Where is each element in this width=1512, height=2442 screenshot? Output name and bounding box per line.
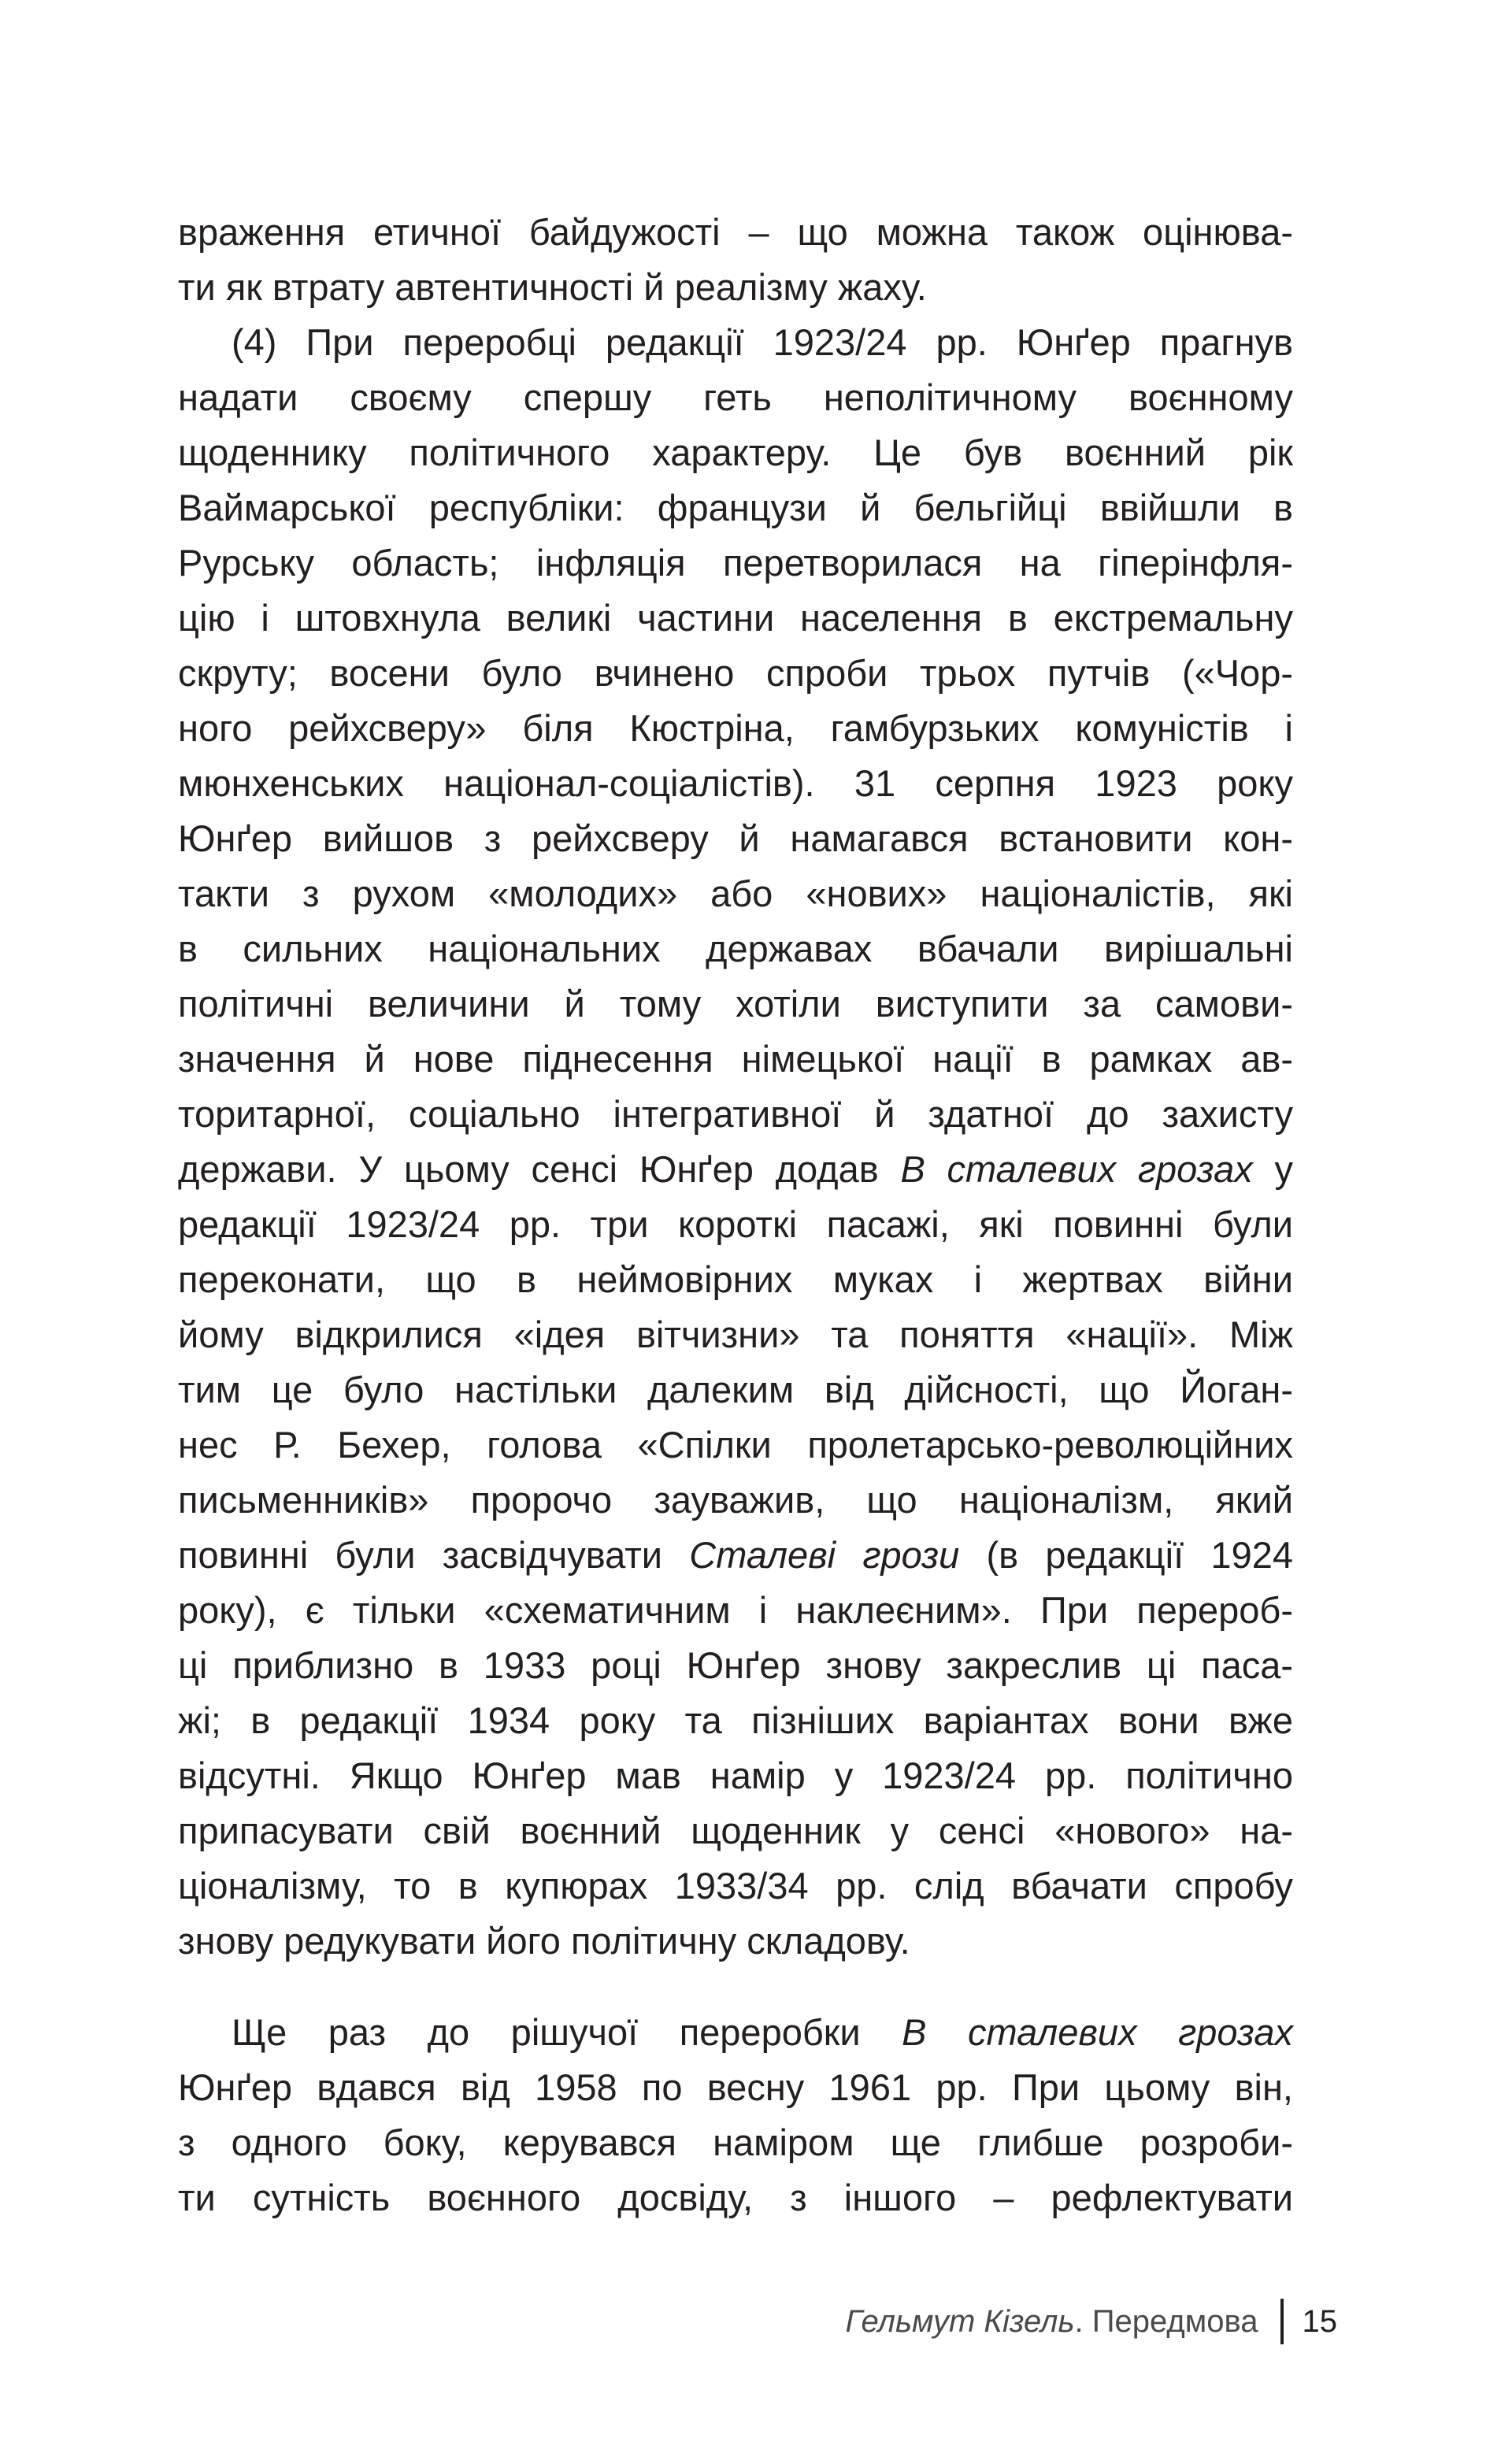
page-number: 15 [1302, 2303, 1337, 2339]
text-line: цію і штовхнула великі частини населення в екстремальну [178, 597, 1293, 639]
text-line: політичні величини й тому хотіли виступити за самови- [178, 983, 1293, 1025]
footer-title: . Передмова [1074, 2303, 1258, 2339]
text-line: року), є тільки «схематичним і наклеєним». При перероб- [178, 1589, 1293, 1631]
text-line: письменників» пророчо зауважив, що націоналізм, який [178, 1479, 1293, 1521]
text-line: ного рейхсверу» біля Кюстріна, гамбурзьких комуністів і [178, 707, 1293, 749]
text-line: тим це було настільки далеким від дійсності, що Йоган- [178, 1369, 1293, 1410]
text-line: ці приблизно в 1933 році Юнґер знову закреслив ці паса- [178, 1644, 1293, 1686]
book-title: В сталевих грозах [902, 2011, 1293, 2053]
text-line: повинні були засвідчувати Сталеві грози (в редакції 1924 [178, 1534, 1293, 1576]
text-line: Юнґер вийшов з рейхсверу й намагався встановити кон- [178, 817, 1293, 859]
text-line: жі; в редакції 1934 року та пізніших варіантах вони вже [178, 1699, 1293, 1741]
text-line: мюнхенських націонал-соціалістів). 31 серпня 1923 року [178, 762, 1293, 804]
text-line: переконати, що в неймовірних муках і жертвах війни [178, 1258, 1293, 1300]
text-line: нес Р. Бехер, голова «Спілки пролетарсько-революційних [178, 1424, 1293, 1466]
text-line: в сильних національних державах вбачали вирішальні [178, 928, 1293, 969]
book-title: Сталеві грози [689, 1534, 960, 1576]
text-line: з одного боку, керувався наміром ще глибше розроби- [178, 2121, 1293, 2163]
footer-author: Гельмут Кізель [845, 2303, 1075, 2339]
text-line: держави. У цьому сенсі Юнґер додав В сталевих грозах у [178, 1148, 1294, 1190]
text-line: ціоналізму, то в купюрах 1933/34 рр. слід вбачати спробу [178, 1865, 1293, 1907]
text-line: Ваймарської республіки: французи й бельгійці ввійшли в [178, 487, 1293, 528]
page-footer [845, 2298, 1337, 2345]
text-line: скруту; восени було вчинено спроби трьох путчів («Чор- [178, 652, 1293, 694]
text-line: торитарної, соціально інтегративної й здатної до захисту [178, 1093, 1293, 1135]
text-line: припасувати свій воєнний щоденник у сенсі «нового» на- [178, 1810, 1293, 1851]
paragraph-continuation [178, 205, 1293, 315]
text-line: щоденнику політичного характеру. Це був воєнний рік [178, 432, 1293, 473]
text-line: Ще раз до рішучої переробки В сталевих грозах [232, 2011, 1293, 2053]
text-line: відсутні. Якщо Юнґер мав намір у 1923/24 рр. політично [178, 1755, 1293, 1796]
book-title: В сталевих грозах [900, 1148, 1253, 1190]
text-line: знову редукувати його політичну складову. [178, 1920, 910, 1962]
text-line: значення й нове піднесення німецької нації в рамках ав- [178, 1038, 1293, 1080]
paragraph-4 [178, 315, 1293, 1969]
text-line: ти сутність воєнного досвіду, з іншого – рефлектувати [178, 2177, 1293, 2218]
text-line: враження етичної байдужості – що можна також оцінюва- [178, 211, 1293, 253]
paragraph-revision-1958 [178, 2005, 1293, 2225]
text-line: йому відкрилися «ідея вітчизни» та поняття «нації». Між [178, 1314, 1293, 1355]
text-line: такти з рухом «молодих» або «нових» націоналістів, які [178, 873, 1293, 914]
text-line: ти як втрату автентичності й реалізму жаху. [178, 266, 927, 308]
text-line: Юнґер вдався від 1958 по весну 1961 рр. При цьому він, [178, 2066, 1293, 2108]
text-line: надати своєму спершу геть неполітичному воєнному [178, 376, 1293, 418]
footer-separator [1280, 2299, 1284, 2344]
text-line: Рурську область; інфляція перетворилася на гіперінфля- [178, 542, 1293, 584]
text-line: (4) При переробці редакції 1923/24 рр. Юнґер прагнув [232, 321, 1293, 363]
text-line: редакції 1923/24 рр. три короткі пасажі, які повинні були [178, 1203, 1293, 1245]
